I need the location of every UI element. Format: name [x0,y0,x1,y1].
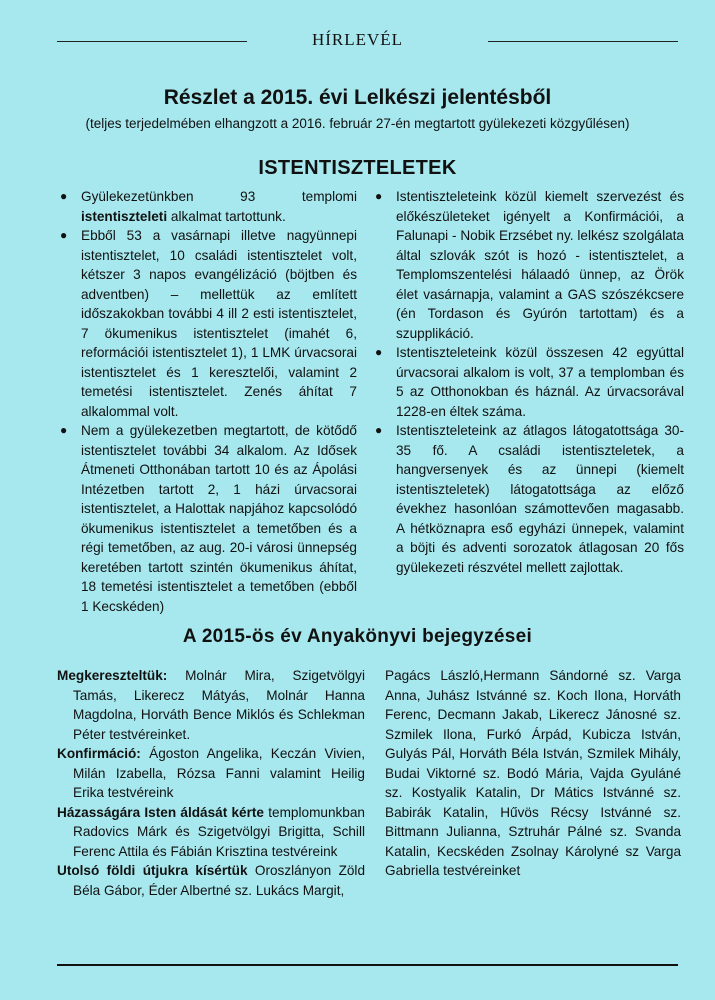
bullet-icon: ● [375,423,383,437]
newsletter-name: HÍRLEVÉL [311,30,404,49]
item-text: Istentiszteleteink közül kiemelt szervezést és előkészületeket igényelt a Konfirmációi, a Falunapi - Nobik Erzsébet ny. lelkész szolgálata által szlovák szót is hozó - istentisztelet, a Templomszentelési hálaadó ünnep, az Örök élet vasárnapja, valamint a GAS szószékcsere (én Tordason és Gyúrón tartottam) és a szupplikáció. [396,189,684,341]
footer-rule [57,964,678,966]
item-bold-text: istentiszteleti [81,208,168,224]
bullet-icon: ● [60,423,68,437]
item-text: Nem a gyülekezetben megtartott, de kötődő istentisztelet további 34 alkalom. Az Idősek Átmeneti Otthonában tartott 10 és az Ápolási Intézetben tartott 2, 1 házi úrvacsorai istentisztelet, a Halottak napjához kapcsolódó ökumenikus istentisztelet a temetőben és a régi temetőben, az aug. 20-i városi ünnepség keretében tartott szintén ökumenikus áhítat, 18 temetési istentisztelet a temetőben (ebből 1 Kecskéden) [81,423,357,614]
services-right-column [372,187,684,577]
registry-right-column [385,666,681,881]
item-text: Ebből 53 a vasárnapi illetve nagyünnepi istentisztelet, 10 családi istentisztelet volt, kétszer 3 napos evangélizáció (böjtben és adventben) – mellettük az említett időszakokban további 4 ill 2 esti istentisztelet, 7 ökumenikus istentisztelet (imahét 6, reformációi istentisztelet 1), 1 LMK úrvacsorai istentisztelet és 1 keresztelői, valamint 2 temetési istentisztelet. Zenés áhítat 7 alkalommal volt. [81,228,357,419]
entry-text: templomunkban Radovics Márk és Szigetvölgyi Brigitta, Schill Ferenc Attila és Fábián Krisztina testvéreink [73,804,365,859]
header-rule-right [488,41,678,42]
entry-label: Konfirmáció: [57,746,141,761]
registry-funerals-continuation: Pagács László,Hermann Sándorné sz. Varga Anna, Juhász Istvánné sz. Koch Ilona, Horváth Ferenc, Decmann Jakab, Likerecz Jánosné sz. Szmilek Ilona, Furkó Árpád, Kubicza István, Gulyás Pál, Horváth Béla István, Szmilek Mihály, Budai Viktorné sz. Bodó Mária, Vajda Gyuláné sz. Kostyalik Katalin, Dr Mátics Istvánné sz. Babirák Katalin, Hűvös Récsy Istvánné sz. Bittmann Julianna, Sztruhár Pálné sz. Svanda Katalin, Kecskéden Zsolnay Károlyné sz Varga Gabriella testvéreinket [385,668,681,878]
entry-label: Házasságára Isten áldását kérte [57,804,264,820]
item-text: Istentiszteleteink az átlagos látogatottsága 30-35 fő. A családi istentiszteletek, a hangversenyek és az ünnepi (kiemelt istentiszteletek) látogatottsága az előző évekhez hasonlóan számottevően magasabb. A hétköznapra eső egyházi ünnepek, valamint a böjti és adventi sorozatok átlagosan 20 fős gyülekezeti részvétel mellett zajlottak. [396,423,684,575]
item-text: alkalmat tartottunk. [167,208,286,224]
article-title: Részlet a 2015. évi Lelkészi jelentésből [163,86,552,109]
entry-text: Oroszlányon Zöld Béla Gábor, Éder Albertné sz. Lukács Margit, [73,863,366,898]
article-subtitle: (teljes terjedelmében elhangzott a 2016. február 27-én megtartott gyülekezeti közgyűlésen) [85,116,630,131]
services-left-column [57,187,357,616]
entry-text: Ágoston Angelika, Keczán Vivien, Milán Izabella, Rózsa Fanni valamint Heilig Erika testvéreink [73,746,365,800]
entry-label: Megkereszteltük: [57,668,168,683]
list-item [372,421,684,577]
item-text: Gyülekezetünkben 93 templomi [81,189,357,204]
section-heading-services: ISTENTISZTELETEK [258,157,457,179]
bullet-icon: ● [375,345,383,359]
newsletter-header [0,30,715,60]
registry-entry-baptisms [57,666,365,744]
list-item [57,187,357,226]
registry-entry-funerals [57,861,365,900]
list-item [57,421,357,616]
list-item [372,187,684,343]
bullet-icon: ● [60,189,68,203]
list-item [372,343,684,421]
section-heading-registry: A 2015-ös év Anyakönyvi bejegyzései [182,626,533,647]
entry-label: Utolsó földi útjukra kísértük [57,863,248,878]
bullet-icon: ● [375,189,383,203]
entry-text: Molnár Mira, Szigetvölgyi Tamás, Likerecz Mátyás, Molnár Hanna Magdolna, Horváth Bence Miklós és Schlekman Péter testvéreinket. [73,668,365,742]
registry-entry-marriages [57,803,365,862]
registry-left-column [57,666,365,900]
bullet-icon: ● [60,228,68,242]
list-item [57,226,357,421]
item-text: Istentiszteleteink közül összesen 42 egyúttal úrvacsorai alkalom is volt, 37 a templomban és 5 az Otthonokban és háznál. Az úrvacsorával 1228-en éltek számа. [396,345,684,419]
registry-entry-confirmation [57,744,365,803]
